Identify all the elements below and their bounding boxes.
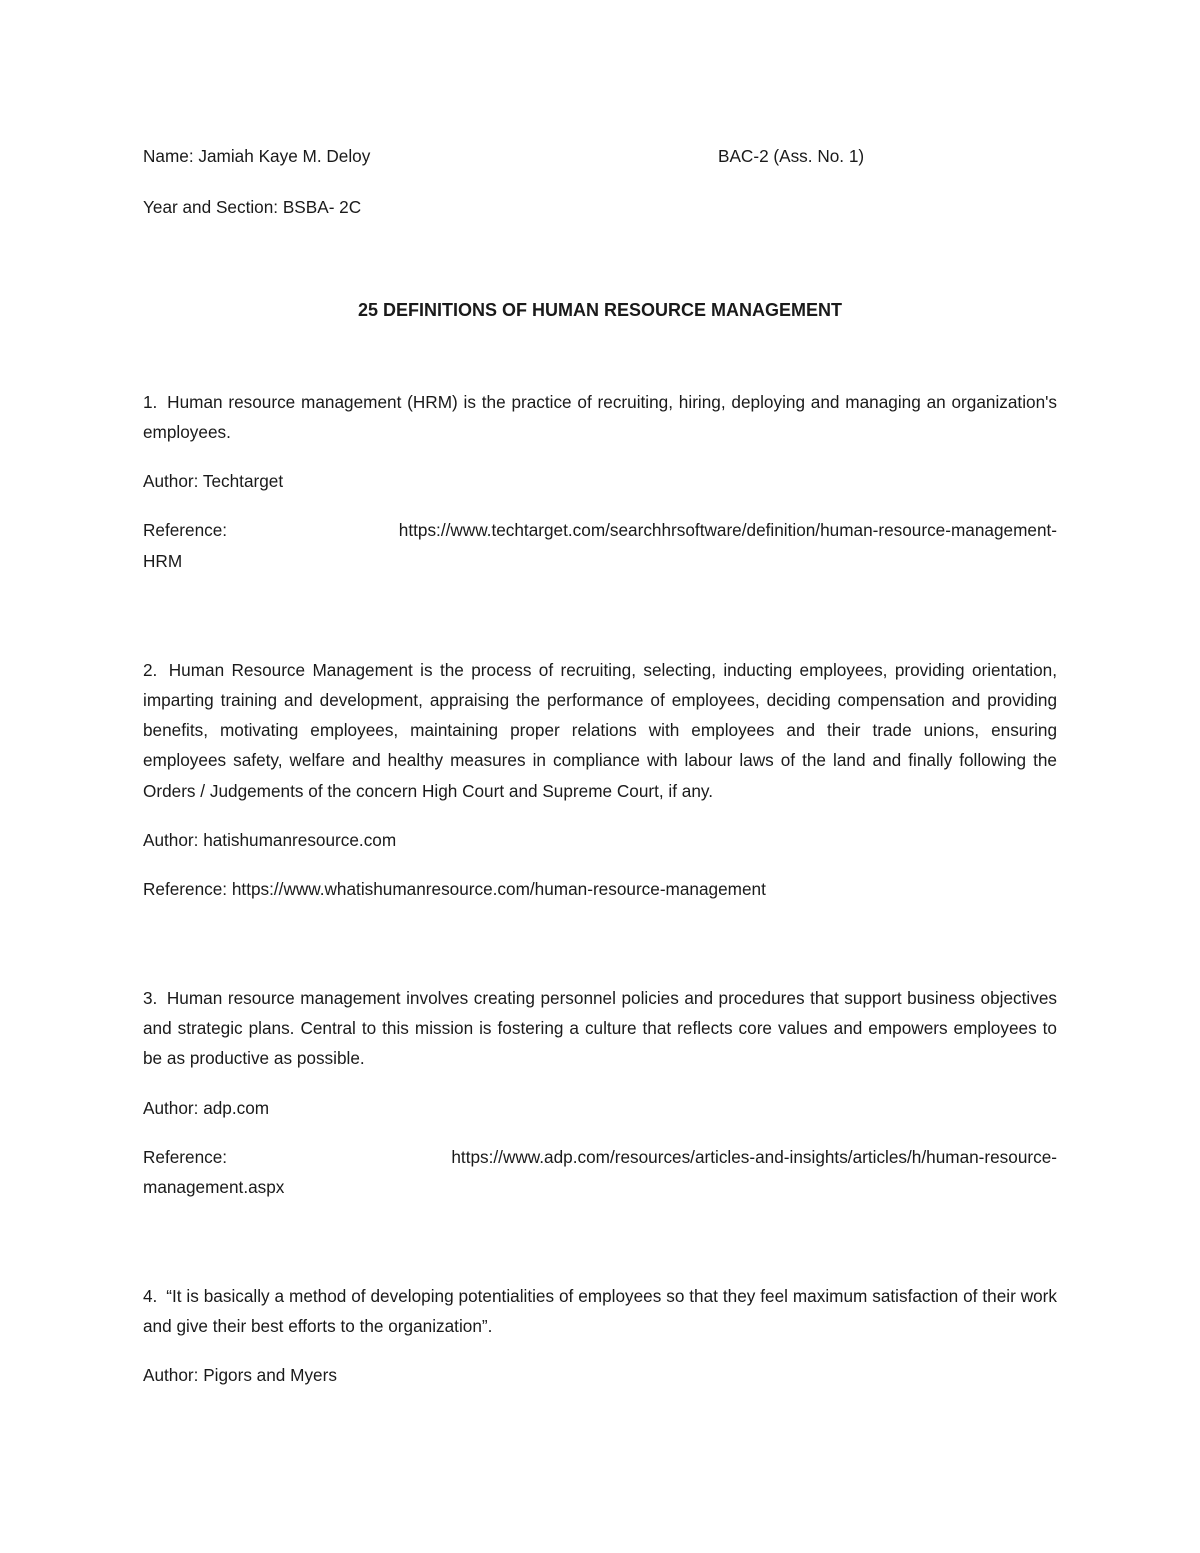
header-row <box>143 141 1057 171</box>
definition-text <box>143 1281 1057 1341</box>
definition-reference <box>143 515 1057 575</box>
reference-label: Reference: <box>143 1146 228 1167</box>
definition-reference <box>143 1142 1057 1202</box>
reference-url: https://www.whatishumanresource.com/human-resource-management <box>231 878 766 899</box>
definition-author: Author: Pigors and Myers <box>143 1365 337 1386</box>
reference-url-continued: management.aspx <box>143 1176 285 1197</box>
reference-url: https://www.adp.com/resources/articles-and-insights/articles/h/human-resource- <box>451 1146 1057 1167</box>
definition-1 <box>143 387 1057 576</box>
definition-4 <box>143 1281 1057 1390</box>
document-body <box>143 141 1057 1390</box>
reference-label: Reference: <box>143 520 228 541</box>
student-name: Name: Jamiah Kaye M. Deloy <box>143 146 371 166</box>
definition-text <box>143 655 1057 806</box>
year-section: Year and Section: BSBA- 2C <box>143 197 362 217</box>
definition-author: Author: adp.com <box>143 1097 270 1118</box>
definition-body: “It is basically a method of developing potentialities of employees so that they feel maximum satisfaction of their work and give their best efforts to the organization”. <box>143 1286 1057 1337</box>
definition-number: 4. <box>143 1286 158 1307</box>
definition-body: Human resource management involves creating personnel policies and procedures that support business objectives and strategic plans. Central to this mission is fostering a culture that reflects core values and empowers employees to be as productive as possible. <box>143 988 1057 1069</box>
definition-number: 2. <box>143 659 158 680</box>
course-assignment: BAC-2 (Ass. No. 1) <box>718 146 865 166</box>
definition-2 <box>143 655 1057 904</box>
reference-label: Reference: <box>143 878 228 899</box>
definition-reference <box>143 874 1057 904</box>
definition-body: Human resource management (HRM) is the practice of recruiting, hiring, deploying and managing an organization's employees. <box>143 392 1057 443</box>
definition-body: Human Resource Management is the process of recruiting, selecting, inducting employees, providing orientation, imparting training and development, appraising the performance of employees, deciding compensation and providing benefits, motivating employees, maintaining proper relations with employees and their trade unions, ensuring employees safety, welfare and healthy measures in compliance with labour laws of the land and finally following the Orders / Judgements of the concern High Court and Supreme Court, if any. <box>143 659 1057 801</box>
page-title: 25 DEFINITIONS OF HUMAN RESOURCE MANAGEMENT <box>357 300 843 320</box>
definition-3 <box>143 983 1057 1202</box>
reference-url-continued: HRM <box>143 550 183 571</box>
definition-author: Author: Techtarget <box>143 471 284 492</box>
definition-number: 1. <box>143 392 158 412</box>
reference-url: https://www.techtarget.com/searchhrsoftware/definition/human-resource-management- <box>398 520 1057 541</box>
definition-text <box>143 387 1057 447</box>
definition-text <box>143 983 1057 1074</box>
definition-author: Author: hatishumanresource.com <box>143 829 397 850</box>
definition-number: 3. <box>143 988 158 1009</box>
